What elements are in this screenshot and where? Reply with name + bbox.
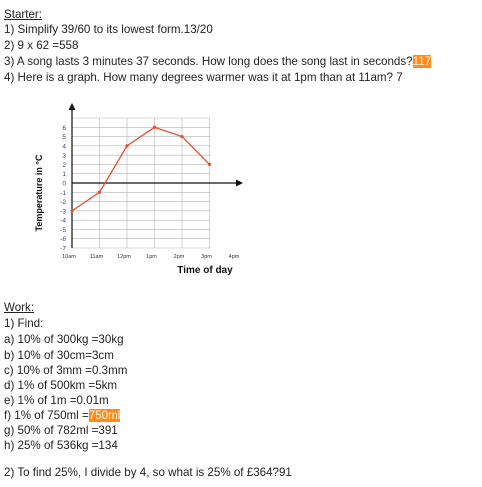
y-tick-label: -1 [60,189,66,197]
starter-q3-text: 3) A song lasts 3 minutes 37 seconds. How long does the song last in seconds? [4,55,413,68]
x-tick-label: 12pm [117,254,131,260]
y-tick-label: 0 [62,180,66,188]
temperature-chart [32,103,246,283]
work-a: a) 10% of 300kg =30kg [4,333,124,346]
y-tick-label: 1 [62,171,66,179]
y-tick-label: 3 [62,152,66,160]
y-tick-label: 2 [62,161,66,169]
chart-series [70,126,211,213]
x-tick-label: 11am [89,254,104,260]
starter-heading: Starter: [4,8,43,21]
data-point [125,144,128,147]
x-tick-label: 4pm [228,254,240,260]
work-b: b) 10% of 30cm=3cm [4,349,114,362]
y-tick-label: 6 [62,124,66,132]
y-tick-label: -5 [60,226,66,234]
x-tick-label: 3pm [201,254,212,260]
y-tick-label: -2 [60,199,66,207]
work-find: 1) Find: [4,317,44,330]
data-point [98,191,101,194]
starter-q3 [4,55,431,69]
temperature-line [72,127,210,211]
work-f-text: f) 1% of 750ml = [4,409,89,422]
x-tick-label: 10am [62,254,76,260]
work-f [4,409,120,423]
work-e: e) 1% of 1m =0.01m [4,394,109,407]
y-axis-arrow [69,103,76,110]
y-tick-label: -3 [60,208,66,216]
x-axis-arrow [236,180,243,187]
y-tick-label: -7 [60,245,66,253]
x-tick-label: 2pm [173,254,185,260]
starter-q4: 4) Here is a graph. How many degrees warmer was it at 1pm than at 11am? 7 [4,71,403,84]
data-point [70,209,73,212]
work-f-answer: 750ml [88,409,121,422]
y-tick-label: -6 [60,236,66,244]
starter-q3-answer: 117 [412,55,432,68]
work-d: d) 1% of 500km =5km [4,379,118,392]
x-axis-label: Time of day [177,265,233,276]
data-point [153,126,156,129]
starter-q2: 2) 9 x 62 =558 [4,39,79,52]
y-tick-label: 5 [62,134,66,142]
work-q2: 2) To find 25%, I divide by 4, so what is 25% of £364?91 [4,466,292,479]
y-axis-label: Temperature in °C [34,154,44,232]
y-tick-label: -4 [60,217,66,225]
work-c: c) 10% of 3mm =0.3mm [4,364,128,377]
work-heading: Work: [4,301,35,314]
x-tick-label: 1pm [146,254,157,260]
starter-q1: 1) Simplify 39/60 to its lowest form.13/20 [4,23,213,36]
chart-axes [69,103,244,248]
data-point [180,135,183,138]
work-g: g) 50% of 782ml =391 [4,424,118,437]
work-h: h) 25% of 536kg =134 [4,439,118,452]
y-tick-label: 4 [62,143,66,151]
data-point [208,163,211,166]
